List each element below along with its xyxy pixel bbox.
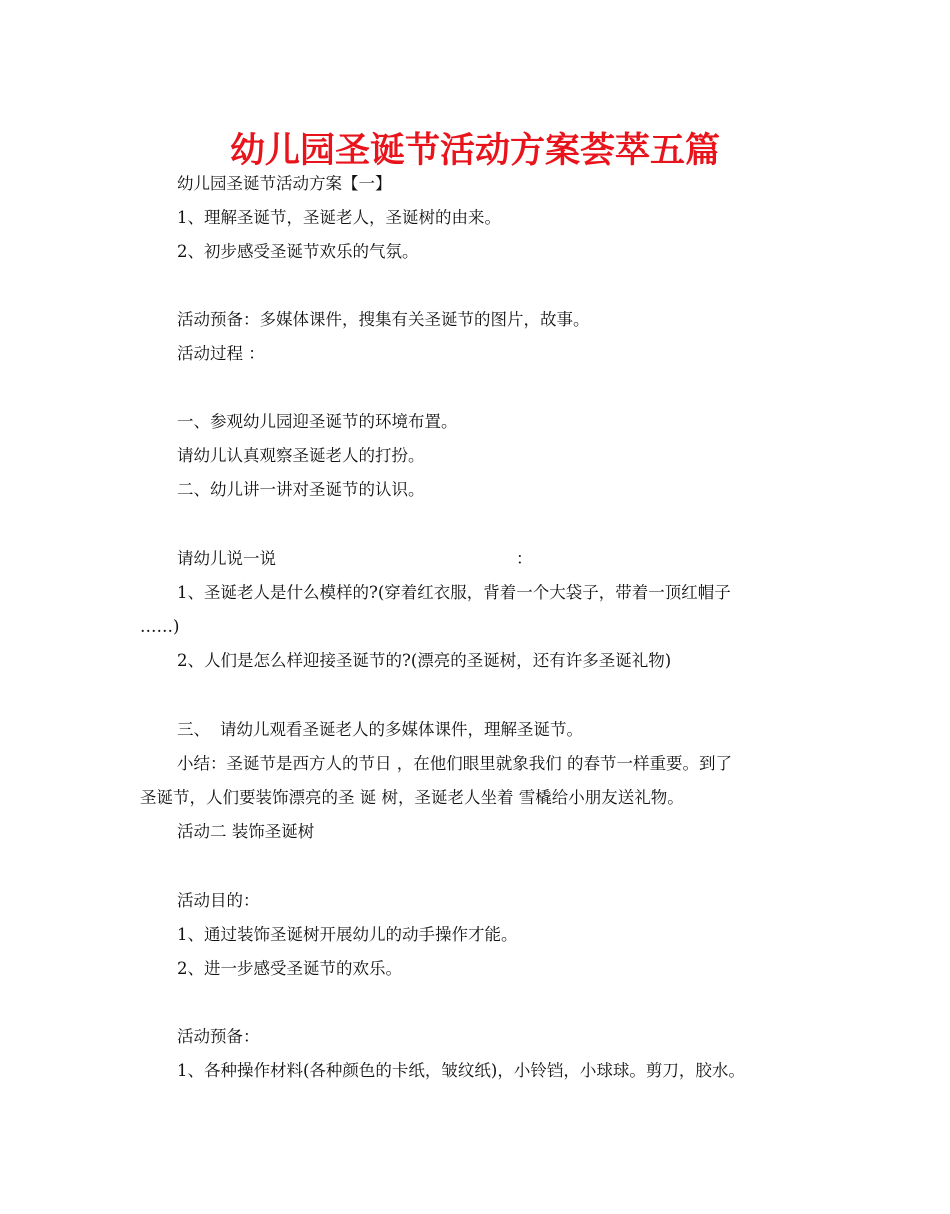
paragraph-line: 活动预备：多媒体课件，搜集有关圣诞节的图片，故事。 bbox=[177, 310, 590, 329]
paragraph-line: 请幼儿认真观察圣诞老人的打扮。 bbox=[177, 446, 425, 465]
document-title: 幼儿园圣诞节活动方案荟萃五篇 bbox=[229, 131, 720, 171]
paragraph-line: 活动二 装饰圣诞树 bbox=[177, 822, 315, 841]
paragraph-text: 请幼儿说一说 bbox=[177, 549, 276, 568]
paragraph-line: 幼儿园圣诞节活动方案【一】 bbox=[177, 174, 392, 193]
paragraph-line: 2、人们是怎么样迎接圣诞节的?(漂亮的圣诞树，还有许多圣诞礼物) bbox=[177, 651, 672, 670]
paragraph-text: 请幼儿观看圣诞老人的多媒体课件，理解圣诞节。 bbox=[220, 720, 583, 739]
paragraph-line: 2、初步感受圣诞节欢乐的气氛。 bbox=[177, 242, 419, 261]
paragraph-line: 小结：圣诞节是西方人的节日 ，在他们眼里就象我们 的春节一样重要。到了 bbox=[177, 754, 732, 773]
paragraph-line bbox=[177, 548, 533, 570]
paragraph-line: 1、圣诞老人是什么模样的?(穿着红衣服，背着一个大袋子，带着一顶红帽子 bbox=[177, 583, 731, 602]
paragraph-line: 一、参观幼儿园迎圣诞节的环境布置。 bbox=[177, 412, 458, 431]
paragraph-line: 活动目的： bbox=[177, 891, 260, 910]
paragraph-line: 圣诞节，人们要装饰漂亮的圣 诞 树，圣诞老人坐着 雪橇给小朋友送礼物。 bbox=[140, 788, 684, 807]
paragraph-line: 1、理解圣诞节，圣诞老人，圣诞树的由来。 bbox=[177, 208, 501, 227]
paragraph-line: 1、通过装饰圣诞树开展幼儿的动手操作才能。 bbox=[177, 925, 518, 944]
paragraph-text: 三、 bbox=[177, 720, 210, 739]
paragraph-line bbox=[177, 719, 583, 741]
paragraph-line: 二、幼儿讲一讲对圣诞节的认识。 bbox=[177, 480, 425, 499]
paragraph-line: 活动过程 ： bbox=[177, 344, 265, 363]
paragraph-line: ……) bbox=[140, 617, 180, 636]
paragraph-text: ： bbox=[516, 549, 533, 568]
paragraph-line: 2、进一步感受圣诞节的欢乐。 bbox=[177, 959, 402, 978]
paragraph-line: 活动预备： bbox=[177, 1027, 260, 1046]
paragraph-line: 1、各种操作材料(各种颜色的卡纸，皱纹纸)，小铃铛，小球球。剪刀，胶水。 bbox=[177, 1061, 745, 1080]
